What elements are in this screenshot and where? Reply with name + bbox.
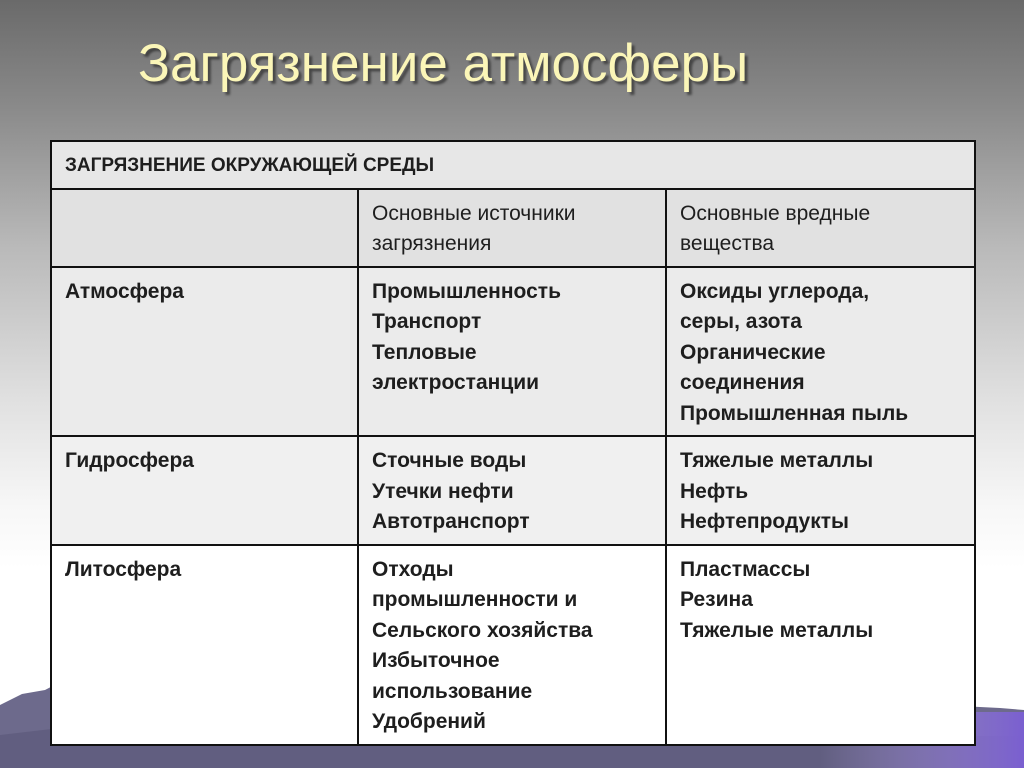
column-header-sources: Основные источники загрязнения: [358, 189, 666, 267]
sphere-cell: Литосфера: [51, 545, 358, 745]
table-row: [51, 436, 975, 545]
slide-title: Загрязнение атмосферы: [138, 34, 749, 93]
table-row: [51, 545, 975, 745]
pollution-table: [50, 140, 976, 746]
table-caption: ЗАГРЯЗНЕНИЕ ОКРУЖАЮЩЕЙ СРЕДЫ: [51, 141, 975, 189]
sources-cell: Отходы промышленности и Сельского хозяйства Избыточное использование Удобрений: [358, 545, 666, 745]
sources-cell: Сточные воды Утечки нефти Автотранспорт: [358, 436, 666, 545]
column-header-empty: [51, 189, 358, 267]
substances-cell: Пластмассы Резина Тяжелые металлы: [666, 545, 975, 745]
column-header-substances: Основные вредные вещества: [666, 189, 975, 267]
table-header-row: [51, 141, 975, 189]
column-headers-row: [51, 189, 975, 267]
sphere-cell: Гидросфера: [51, 436, 358, 545]
sources-cell: Промышленность Транспорт Тепловые электростанции: [358, 267, 666, 437]
sphere-cell: Атмосфера: [51, 267, 358, 437]
substances-cell: Тяжелые металлы Нефть Нефтепродукты: [666, 436, 975, 545]
substances-cell: Оксиды углерода, серы, азота Органические соединения Промышленная пыль: [666, 267, 975, 437]
table-row: [51, 267, 975, 437]
